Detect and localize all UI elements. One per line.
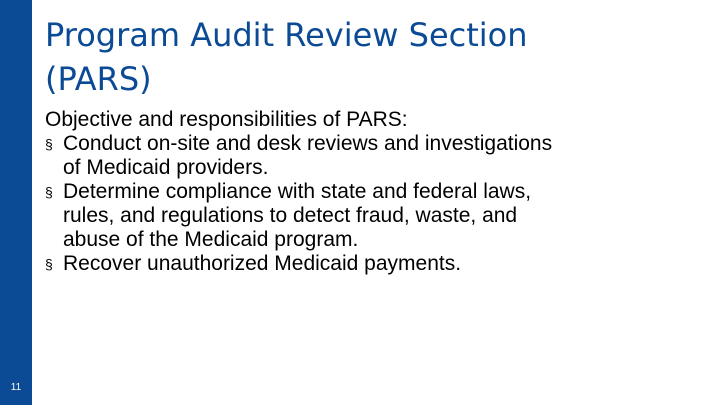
objective-heading: Objective and responsibilities of PARS:: [45, 108, 408, 131]
slide-body: [45, 108, 705, 276]
responsibility-text: [63, 180, 705, 252]
responsibility-text-line: abuse of the Medicaid program.: [63, 228, 359, 251]
responsibility-list: [45, 132, 705, 276]
responsibility-text-line: rules, and regulations to detect fraud, waste, and: [63, 204, 518, 227]
responsibility-text-line: Recover unauthorized Medicaid payments.: [63, 252, 462, 275]
responsibility-text-line: Conduct on-site and desk reviews and investigations: [63, 132, 553, 155]
responsibility-text-line: of Medicaid providers.: [63, 156, 269, 179]
slide-title-line: (PARS): [45, 60, 152, 98]
left-accent-bar: [0, 0, 32, 405]
slide-number: 11: [10, 382, 22, 393]
responsibility-item: [45, 180, 705, 252]
bullet-icon: §: [45, 184, 53, 200]
responsibility-text-line: Determine compliance with state and federal laws,: [63, 180, 532, 203]
slide-title-line: Program Audit Review Section: [45, 16, 528, 54]
responsibility-item: [45, 252, 705, 276]
bullet-icon: §: [45, 136, 53, 152]
slide-title: [45, 13, 685, 101]
responsibility-text: [63, 252, 705, 276]
responsibility-item: [45, 132, 705, 180]
responsibility-text: [63, 132, 705, 180]
bullet-icon: §: [45, 256, 53, 272]
